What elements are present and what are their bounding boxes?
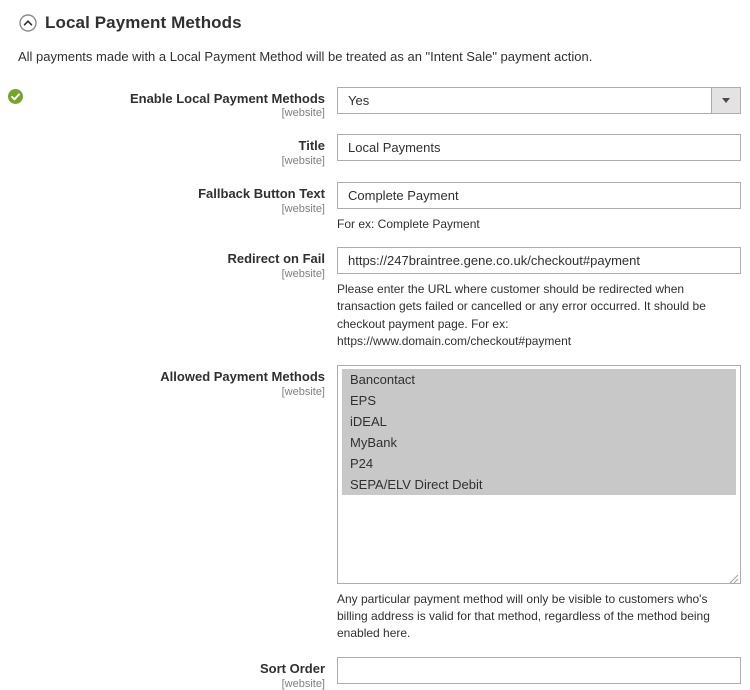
fallback-button-text-input[interactable] — [337, 182, 741, 209]
allowed-payment-methods-multiselect[interactable] — [337, 365, 741, 584]
fallback-note: For ex: Complete Payment — [337, 216, 480, 231]
field-label-text: Allowed Payment Methods — [160, 368, 325, 384]
enable-select-value: Yes — [348, 92, 370, 108]
scope-hint: [website] — [281, 268, 325, 281]
section-description: All payments made with a Local Payment Method will be treated as an "Intent Sale" payment action. — [18, 49, 593, 64]
field-label-sort — [0, 657, 325, 690]
scope-hint: [website] — [281, 677, 325, 690]
scope-hint: [website] — [281, 107, 325, 120]
scope-hint: [website] — [281, 385, 325, 398]
scope-hint: [website] — [281, 202, 325, 215]
field-row-enable — [0, 87, 750, 121]
chevron-down-icon[interactable] — [711, 88, 740, 113]
config-form — [0, 87, 750, 690]
saved-check-icon — [8, 89, 23, 104]
section-title: Local Payment Methods — [45, 13, 242, 32]
field-label-title — [0, 134, 325, 168]
multiselect-option[interactable]: iDEAL — [342, 411, 736, 432]
field-label-text: Fallback Button Text — [198, 185, 325, 201]
collapse-section-icon[interactable] — [19, 14, 37, 32]
field-label-fallback — [0, 182, 325, 216]
sort-order-input[interactable] — [337, 657, 741, 684]
redirect-note: Please enter the URL where customer should be redirected when transaction gets failed or cancelled or any error occurred. It should be checkout payment page. For ex: https://www.domain.com/checkout#payment — [337, 282, 706, 349]
field-row-sort — [0, 657, 750, 690]
section-header — [0, 0, 750, 33]
field-label-enable — [0, 87, 325, 121]
field-label-text: Redirect on Fail — [227, 251, 325, 267]
multiselect-option[interactable]: EPS — [342, 390, 736, 411]
field-row-title — [0, 134, 750, 168]
multiselect-option[interactable]: SEPA/ELV Direct Debit — [342, 474, 736, 495]
title-input[interactable] — [337, 134, 741, 161]
enable-select[interactable] — [337, 87, 741, 114]
field-row-redirect — [0, 247, 750, 351]
multiselect-option[interactable]: MyBank — [342, 432, 736, 453]
field-label-allowed — [0, 365, 325, 399]
field-label-text: Sort Order — [259, 660, 325, 676]
multiselect-option[interactable]: P24 — [342, 453, 736, 474]
multiselect-option[interactable]: Bancontact — [342, 369, 736, 390]
resize-grip-icon[interactable] — [728, 571, 739, 582]
field-label-redirect — [0, 247, 325, 281]
field-row-allowed — [0, 365, 750, 643]
field-row-fallback — [0, 182, 750, 233]
field-label-text: Enable Local Payment Methods — [129, 90, 325, 106]
field-label-text: Title — [298, 138, 325, 154]
scope-hint: [website] — [281, 155, 325, 168]
redirect-on-fail-input[interactable] — [337, 247, 741, 274]
allowed-note: Any particular payment method will only be visible to customers who's billing address is valid for that method, regardless of the method being enabled here. — [337, 591, 710, 641]
